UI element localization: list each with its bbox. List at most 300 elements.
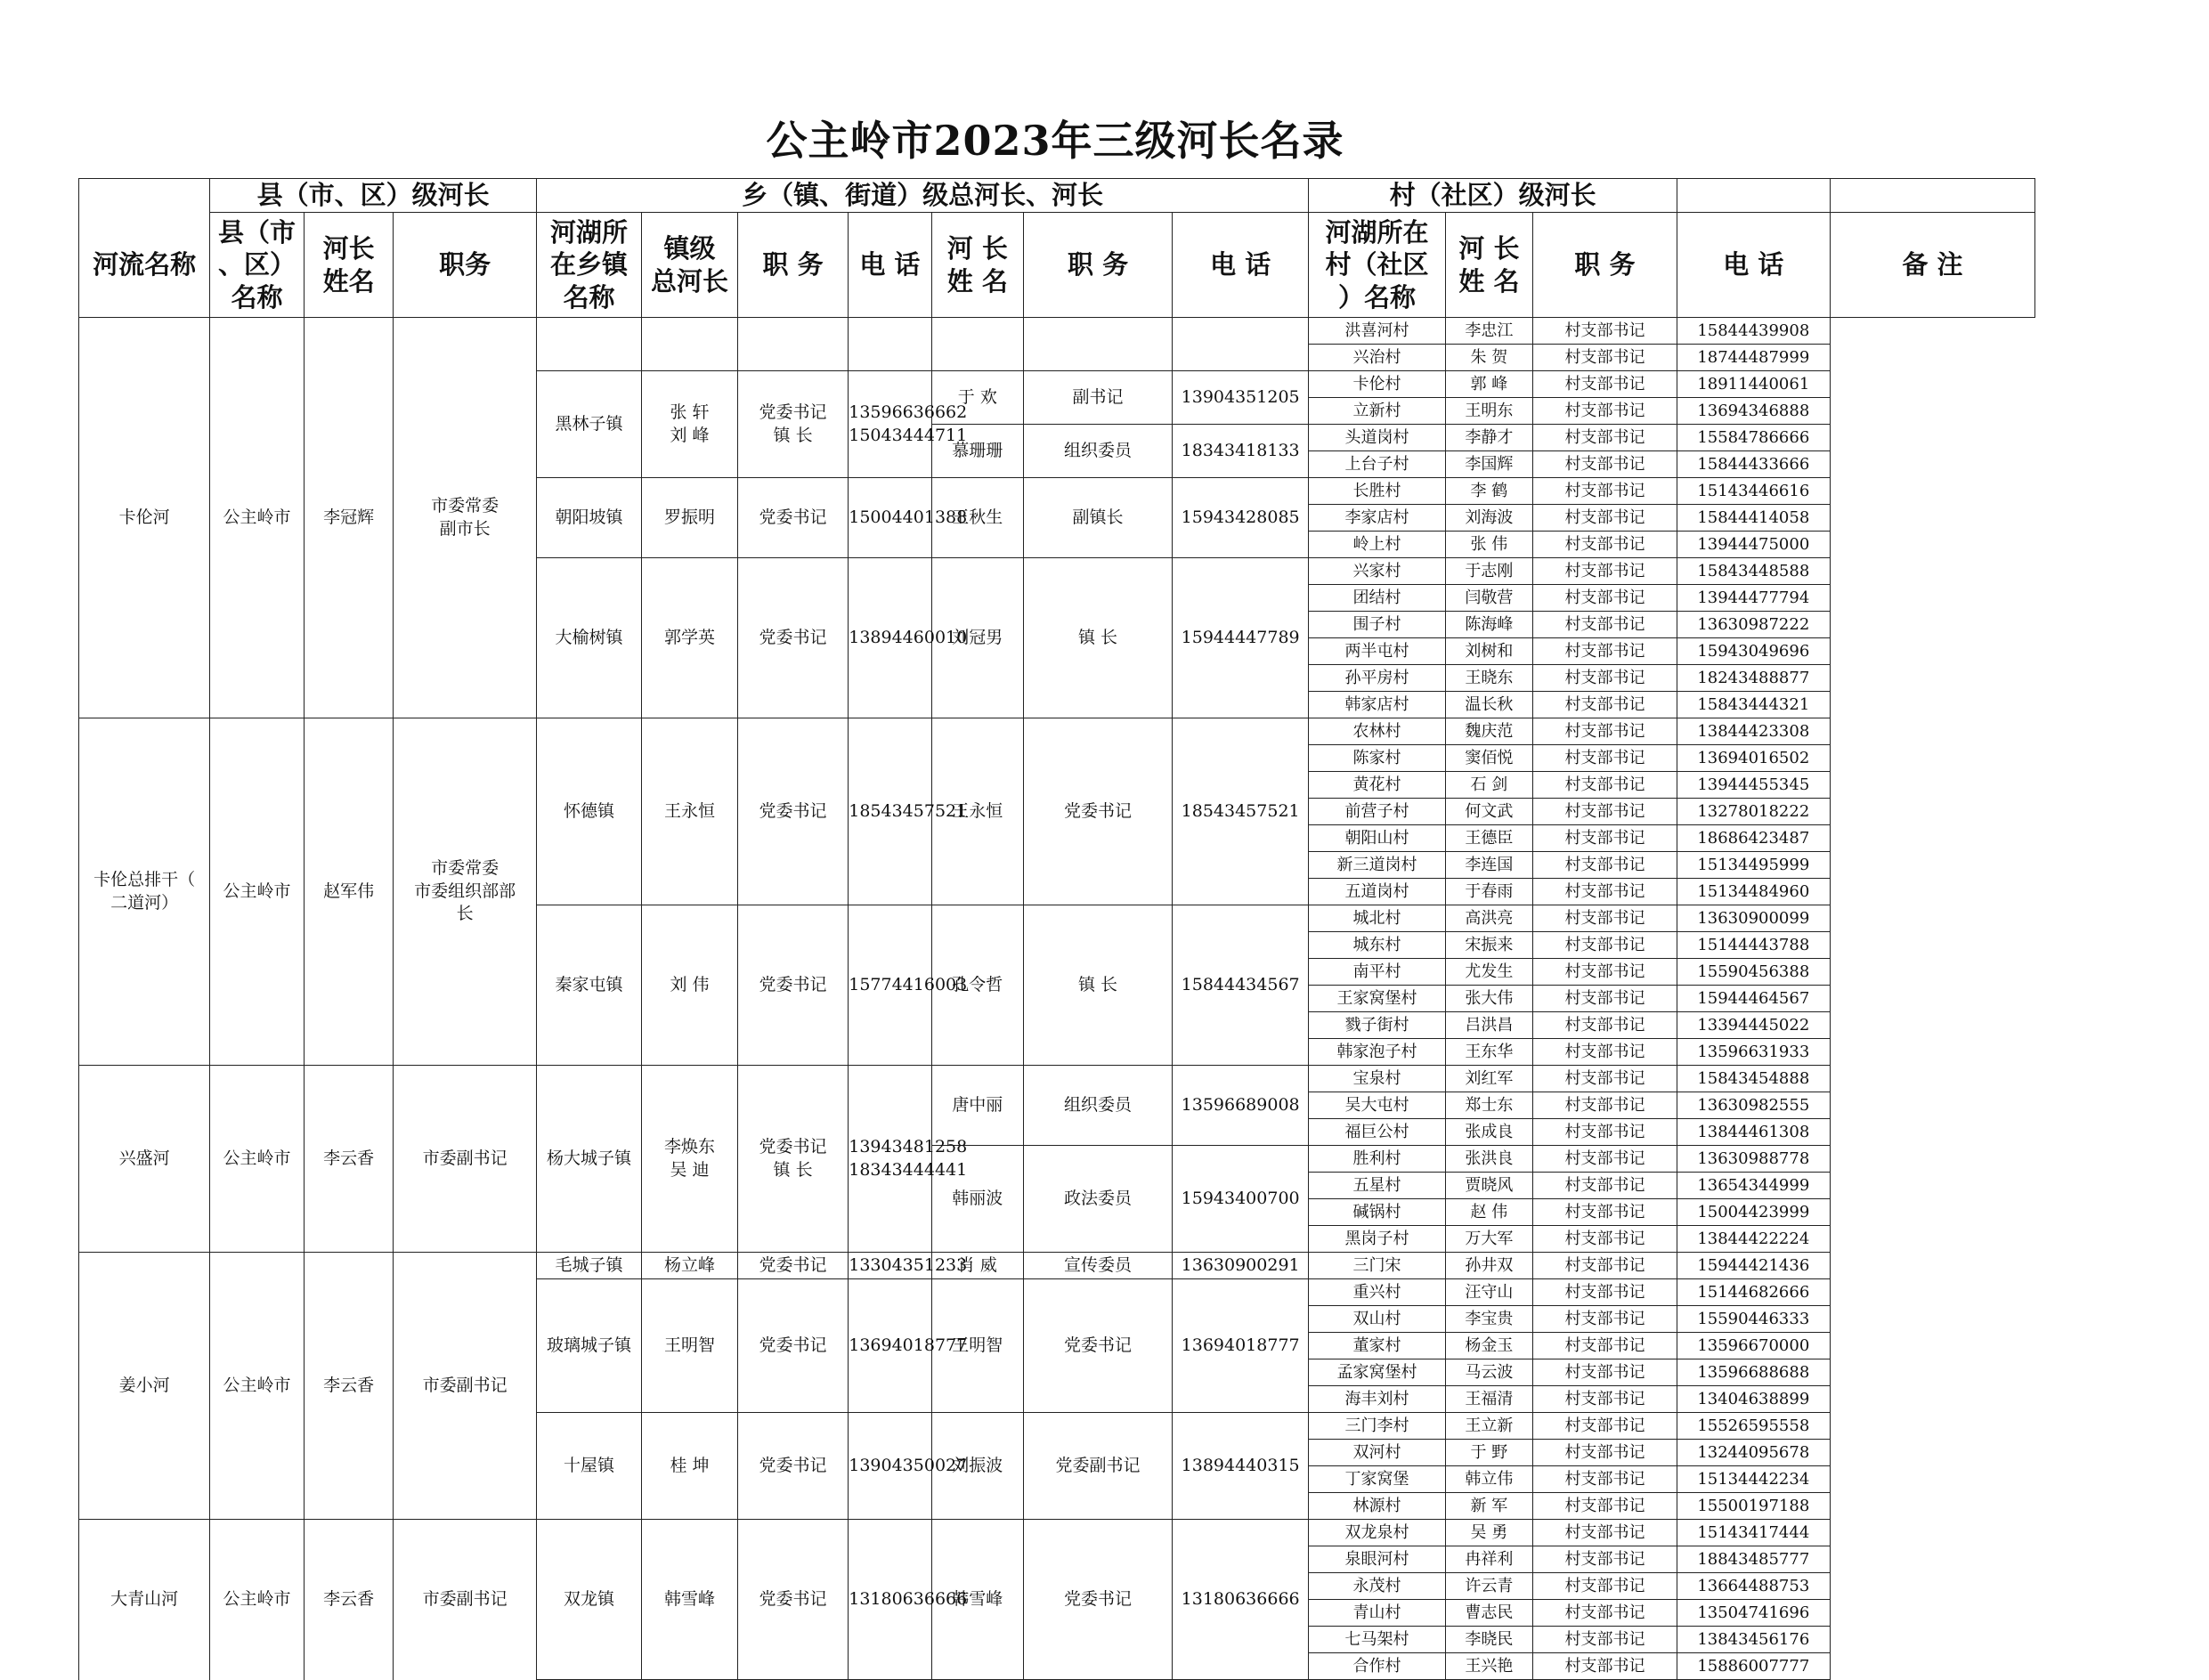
village-phone-cell: 13596631933 bbox=[1677, 1039, 1830, 1066]
village-phone-cell: 13630982555 bbox=[1677, 1092, 1830, 1119]
village-phone-cell: 13630900099 bbox=[1677, 905, 1830, 932]
village-phone-cell: 15944464567 bbox=[1677, 986, 1830, 1012]
village-chief-cell: 张 伟 bbox=[1445, 532, 1532, 558]
village-chief-cell: 郭 峰 bbox=[1445, 371, 1532, 398]
village-name-cell: 丁家窝堡 bbox=[1309, 1466, 1445, 1493]
village-chief-cell: 李宝贵 bbox=[1445, 1306, 1532, 1333]
village-phone-cell: 13844423308 bbox=[1677, 718, 1830, 745]
village-name-cell: 洪喜河村 bbox=[1309, 318, 1445, 345]
village-post-cell: 村支部书记 bbox=[1533, 398, 1677, 425]
note-cell bbox=[1830, 1546, 2034, 1573]
town-name-cell: 毛城子镇 bbox=[537, 1253, 642, 1279]
village-phone-cell: 15526595558 bbox=[1677, 1413, 1830, 1440]
town-general-chief-cell: 罗振明 bbox=[642, 478, 738, 558]
note-cell bbox=[1830, 1493, 2034, 1520]
village-phone-cell: 13664488753 bbox=[1677, 1573, 1830, 1600]
village-phone-cell: 15500197188 bbox=[1677, 1493, 1830, 1520]
village-name-cell: 双龙泉村 bbox=[1309, 1520, 1445, 1546]
village-name-cell: 韩家店村 bbox=[1309, 692, 1445, 718]
town-general-phone-cell bbox=[849, 318, 931, 371]
village-name-cell: 永茂村 bbox=[1309, 1573, 1445, 1600]
village-name-cell: 兴家村 bbox=[1309, 558, 1445, 585]
village-name-cell: 南平村 bbox=[1309, 959, 1445, 986]
village-chief-cell: 郑士东 bbox=[1445, 1092, 1532, 1119]
town-general-post-cell bbox=[737, 318, 848, 371]
village-post-cell: 村支部书记 bbox=[1533, 451, 1677, 478]
village-phone-cell: 15943049696 bbox=[1677, 638, 1830, 665]
village-name-cell: 城北村 bbox=[1309, 905, 1445, 932]
county-name-cell: 公主岭市 bbox=[210, 318, 305, 718]
village-post-cell: 村支部书记 bbox=[1533, 692, 1677, 718]
village-name-cell: 林源村 bbox=[1309, 1493, 1445, 1520]
village-phone-cell: 13278018222 bbox=[1677, 799, 1830, 825]
village-phone-cell: 13630988778 bbox=[1677, 1146, 1830, 1173]
town-general-chief-cell: 郭学英 bbox=[642, 558, 738, 718]
village-name-cell: 合作村 bbox=[1309, 1653, 1445, 1680]
town-name-cell: 玻璃城子镇 bbox=[537, 1279, 642, 1413]
village-phone-cell: 13504741696 bbox=[1677, 1600, 1830, 1627]
note-cell bbox=[1830, 398, 2034, 425]
note-cell bbox=[1830, 745, 2034, 772]
village-chief-cell: 李国辉 bbox=[1445, 451, 1532, 478]
village-chief-cell: 石 剑 bbox=[1445, 772, 1532, 799]
village-name-cell: 董家村 bbox=[1309, 1333, 1445, 1359]
town-general-phone-cell: 13904350027 bbox=[849, 1413, 931, 1520]
village-name-cell: 福巨公村 bbox=[1309, 1119, 1445, 1146]
town-general-post-cell: 党委书记 bbox=[737, 558, 848, 718]
village-chief-cell: 贾晓风 bbox=[1445, 1173, 1532, 1199]
col-header-town-phone: 电 话 bbox=[1172, 213, 1308, 318]
note-cell bbox=[1830, 1627, 2034, 1653]
town-chief-phone-cell: 13630900291 bbox=[1172, 1253, 1308, 1279]
note-cell bbox=[1830, 1600, 2034, 1627]
town-chief-post-cell: 党委书记 bbox=[1024, 1279, 1173, 1413]
note-cell bbox=[1830, 1573, 2034, 1600]
county-chief-cell: 李云香 bbox=[304, 1066, 394, 1253]
town-chief-post-cell: 组织委员 bbox=[1024, 1066, 1173, 1146]
town-chief-name-cell: 唐中丽 bbox=[931, 1066, 1024, 1146]
town-chief-phone-cell: 13894440315 bbox=[1172, 1413, 1308, 1520]
note-cell bbox=[1830, 986, 2034, 1012]
town-chief-phone-cell: 18343418133 bbox=[1172, 425, 1308, 478]
town-chief-name-cell: 王永恒 bbox=[931, 718, 1024, 905]
village-chief-cell: 陈海峰 bbox=[1445, 612, 1532, 638]
village-post-cell: 村支部书记 bbox=[1533, 532, 1677, 558]
village-name-cell: 戮子街村 bbox=[1309, 1012, 1445, 1039]
note-cell bbox=[1830, 692, 2034, 718]
village-name-cell: 王家窝堡村 bbox=[1309, 986, 1445, 1012]
note-cell bbox=[1830, 1413, 2034, 1440]
village-post-cell: 村支部书记 bbox=[1533, 371, 1677, 398]
village-post-cell: 村支部书记 bbox=[1533, 905, 1677, 932]
village-name-cell: 碱锅村 bbox=[1309, 1199, 1445, 1226]
village-post-cell: 村支部书记 bbox=[1533, 1440, 1677, 1466]
col-header-village-name: 河湖所在 村（社区 ）名称 bbox=[1309, 213, 1445, 318]
village-chief-cell: 李 鹤 bbox=[1445, 478, 1532, 505]
village-chief-cell: 李静才 bbox=[1445, 425, 1532, 451]
table-row bbox=[79, 1066, 2035, 1092]
header-blank-phone bbox=[1677, 179, 1830, 213]
town-name-cell: 杨大城子镇 bbox=[537, 1066, 642, 1253]
note-cell bbox=[1830, 1386, 2034, 1413]
village-chief-cell: 吴 勇 bbox=[1445, 1520, 1532, 1546]
town-chief-name-cell: 孔令哲 bbox=[931, 905, 1024, 1066]
village-post-cell: 村支部书记 bbox=[1533, 1333, 1677, 1359]
village-phone-cell: 13630987222 bbox=[1677, 612, 1830, 638]
village-name-cell: 青山村 bbox=[1309, 1600, 1445, 1627]
river-name-cell: 卡伦总排干（ 二道河） bbox=[79, 718, 210, 1066]
village-post-cell: 村支部书记 bbox=[1533, 799, 1677, 825]
village-post-cell: 村支部书记 bbox=[1533, 318, 1677, 345]
village-phone-cell: 15134495999 bbox=[1677, 852, 1830, 879]
note-cell bbox=[1830, 505, 2034, 532]
note-cell bbox=[1830, 879, 2034, 905]
town-general-phone-cell: 15774416003 bbox=[849, 905, 931, 1066]
town-chief-phone-cell: 18543457521 bbox=[1172, 718, 1308, 905]
village-phone-cell: 13596670000 bbox=[1677, 1333, 1830, 1359]
village-name-cell: 三门李村 bbox=[1309, 1413, 1445, 1440]
village-name-cell: 两半屯村 bbox=[1309, 638, 1445, 665]
village-post-cell: 村支部书记 bbox=[1533, 932, 1677, 959]
note-cell bbox=[1830, 585, 2034, 612]
village-post-cell: 村支部书记 bbox=[1533, 1199, 1677, 1226]
town-general-chief-cell: 桂 坤 bbox=[642, 1413, 738, 1520]
town-general-phone-cell: 13180636666 bbox=[849, 1520, 931, 1680]
col-header-town-chief: 河 长 姓 名 bbox=[931, 213, 1024, 318]
village-chief-cell: 王晓东 bbox=[1445, 665, 1532, 692]
group-header-village: 村（社区）级河长 bbox=[1309, 179, 1677, 213]
village-name-cell: 双河村 bbox=[1309, 1440, 1445, 1466]
village-post-cell: 村支部书记 bbox=[1533, 1012, 1677, 1039]
town-general-chief-cell bbox=[642, 318, 738, 371]
village-name-cell: 吴大屯村 bbox=[1309, 1092, 1445, 1119]
village-phone-cell: 15134442234 bbox=[1677, 1466, 1830, 1493]
village-phone-cell: 13404638899 bbox=[1677, 1386, 1830, 1413]
town-chief-post-cell: 党委副书记 bbox=[1024, 1413, 1173, 1520]
village-chief-cell: 孙井双 bbox=[1445, 1253, 1532, 1279]
note-cell bbox=[1830, 1253, 2034, 1279]
village-name-cell: 七马架村 bbox=[1309, 1627, 1445, 1653]
village-name-cell: 团结村 bbox=[1309, 585, 1445, 612]
village-post-cell: 村支部书记 bbox=[1533, 1386, 1677, 1413]
town-name-cell: 双龙镇 bbox=[537, 1520, 642, 1680]
village-chief-cell: 许云青 bbox=[1445, 1573, 1532, 1600]
village-chief-cell: 曹志民 bbox=[1445, 1600, 1532, 1627]
village-chief-cell: 赵 伟 bbox=[1445, 1199, 1532, 1226]
town-general-phone-cell: 13694018777 bbox=[849, 1279, 931, 1413]
village-chief-cell: 新 军 bbox=[1445, 1493, 1532, 1520]
village-phone-cell: 18243488877 bbox=[1677, 665, 1830, 692]
village-name-cell: 胜利村 bbox=[1309, 1146, 1445, 1173]
town-chief-post-cell: 副镇长 bbox=[1024, 478, 1173, 558]
village-chief-cell: 王东华 bbox=[1445, 1039, 1532, 1066]
town-general-chief-cell: 王永恒 bbox=[642, 718, 738, 905]
village-name-cell: 孟家窝堡村 bbox=[1309, 1359, 1445, 1386]
village-post-cell: 村支部书记 bbox=[1533, 585, 1677, 612]
village-post-cell: 村支部书记 bbox=[1533, 1600, 1677, 1627]
town-chief-phone-cell: 13694018777 bbox=[1172, 1279, 1308, 1413]
town-chief-post-cell: 组织委员 bbox=[1024, 425, 1173, 478]
village-post-cell: 村支部书记 bbox=[1533, 638, 1677, 665]
town-name-cell: 黑林子镇 bbox=[537, 371, 642, 478]
village-chief-cell: 万大军 bbox=[1445, 1226, 1532, 1253]
town-chief-name-cell: 慕珊珊 bbox=[931, 425, 1024, 478]
county-name-cell: 公主岭市 bbox=[210, 1066, 305, 1253]
note-cell bbox=[1830, 478, 2034, 505]
village-name-cell: 头道岗村 bbox=[1309, 425, 1445, 451]
village-phone-cell: 15886007777 bbox=[1677, 1653, 1830, 1680]
village-phone-cell: 13844461308 bbox=[1677, 1119, 1830, 1146]
village-phone-cell: 15590456388 bbox=[1677, 959, 1830, 986]
village-phone-cell: 18911440061 bbox=[1677, 371, 1830, 398]
county-chief-cell: 李冠辉 bbox=[304, 318, 394, 718]
town-chief-post-cell: 镇 长 bbox=[1024, 558, 1173, 718]
town-name-cell: 朝阳坡镇 bbox=[537, 478, 642, 558]
village-phone-cell: 13694346888 bbox=[1677, 398, 1830, 425]
town-chief-post-cell: 宣传委员 bbox=[1024, 1253, 1173, 1279]
village-chief-cell: 汪守山 bbox=[1445, 1279, 1532, 1306]
village-phone-cell: 13244095678 bbox=[1677, 1440, 1830, 1466]
note-cell bbox=[1830, 959, 2034, 986]
note-cell bbox=[1830, 451, 2034, 478]
village-phone-cell: 15843454888 bbox=[1677, 1066, 1830, 1092]
village-chief-cell: 吕洪昌 bbox=[1445, 1012, 1532, 1039]
col-header-county-chief: 河长 姓名 bbox=[304, 213, 394, 318]
town-general-chief-cell: 韩雪峰 bbox=[642, 1520, 738, 1680]
town-chief-phone-cell: 13904351205 bbox=[1172, 371, 1308, 425]
village-post-cell: 村支部书记 bbox=[1533, 879, 1677, 905]
town-chief-phone-cell: 15944447789 bbox=[1172, 558, 1308, 718]
village-phone-cell: 15843444321 bbox=[1677, 692, 1830, 718]
county-post-cell: 市委副书记 bbox=[394, 1520, 537, 1680]
town-general-chief-cell: 王明智 bbox=[642, 1279, 738, 1413]
note-cell bbox=[1830, 1279, 2034, 1306]
county-name-cell: 公主岭市 bbox=[210, 718, 305, 1066]
note-cell bbox=[1830, 532, 2034, 558]
village-name-cell: 上台子村 bbox=[1309, 451, 1445, 478]
town-general-post-cell: 党委书记 bbox=[737, 478, 848, 558]
river-name-cell: 兴盛河 bbox=[79, 1066, 210, 1253]
col-header-note: 备 注 bbox=[1830, 213, 2034, 318]
village-chief-cell: 李晓民 bbox=[1445, 1627, 1532, 1653]
note-cell bbox=[1830, 718, 2034, 745]
village-chief-cell: 闫敬营 bbox=[1445, 585, 1532, 612]
village-name-cell: 前营子村 bbox=[1309, 799, 1445, 825]
note-cell bbox=[1830, 772, 2034, 799]
note-cell bbox=[1830, 1226, 2034, 1253]
village-post-cell: 村支部书记 bbox=[1533, 852, 1677, 879]
village-chief-cell: 刘红军 bbox=[1445, 1066, 1532, 1092]
col-header-county-post: 职务 bbox=[394, 213, 537, 318]
town-chief-name-cell: 刘冠男 bbox=[931, 558, 1024, 718]
town-chief-phone-cell: 15943400700 bbox=[1172, 1146, 1308, 1253]
village-phone-cell: 18686423487 bbox=[1677, 825, 1830, 852]
town-general-phone-cell: 13304351233 bbox=[849, 1253, 931, 1279]
village-post-cell: 村支部书记 bbox=[1533, 665, 1677, 692]
note-cell bbox=[1830, 318, 2034, 345]
village-phone-cell: 13394445022 bbox=[1677, 1012, 1830, 1039]
col-header-county-name: 县（市 、区） 名称 bbox=[210, 213, 305, 318]
town-chief-phone-cell: 15943428085 bbox=[1172, 478, 1308, 558]
town-name-cell bbox=[537, 318, 642, 371]
town-general-chief-cell: 杨立峰 bbox=[642, 1253, 738, 1279]
town-general-post-cell: 党委书记 镇 长 bbox=[737, 1066, 848, 1253]
note-cell bbox=[1830, 1306, 2034, 1333]
village-chief-cell: 刘树和 bbox=[1445, 638, 1532, 665]
village-post-cell: 村支部书记 bbox=[1533, 1520, 1677, 1546]
town-general-post-cell: 党委书记 bbox=[737, 1253, 848, 1279]
village-name-cell: 海丰刘村 bbox=[1309, 1386, 1445, 1413]
village-post-cell: 村支部书记 bbox=[1533, 959, 1677, 986]
town-general-post-cell: 党委书记 bbox=[737, 905, 848, 1066]
town-general-chief-cell: 刘 伟 bbox=[642, 905, 738, 1066]
col-header-town-general-phone: 电 话 bbox=[849, 213, 931, 318]
town-general-post-cell: 党委书记 bbox=[737, 1279, 848, 1413]
village-chief-cell: 张成良 bbox=[1445, 1119, 1532, 1146]
village-phone-cell: 18744487999 bbox=[1677, 345, 1830, 371]
note-cell bbox=[1830, 932, 2034, 959]
note-cell bbox=[1830, 1146, 2034, 1173]
header-blank-note bbox=[1830, 179, 2034, 213]
village-chief-cell: 王兴艳 bbox=[1445, 1653, 1532, 1680]
river-name-cell: 卡伦河 bbox=[79, 318, 210, 718]
county-post-cell: 市委副书记 bbox=[394, 1066, 537, 1253]
village-post-cell: 村支部书记 bbox=[1533, 986, 1677, 1012]
village-post-cell: 村支部书记 bbox=[1533, 1546, 1677, 1573]
note-cell bbox=[1830, 1092, 2034, 1119]
village-post-cell: 村支部书记 bbox=[1533, 1146, 1677, 1173]
village-chief-cell: 张洪良 bbox=[1445, 1146, 1532, 1173]
note-cell bbox=[1830, 825, 2034, 852]
note-cell bbox=[1830, 1039, 2034, 1066]
village-post-cell: 村支部书记 bbox=[1533, 505, 1677, 532]
col-header-village-phone: 电 话 bbox=[1677, 213, 1830, 318]
note-cell bbox=[1830, 1199, 2034, 1226]
village-phone-cell: 13843456176 bbox=[1677, 1627, 1830, 1653]
note-cell bbox=[1830, 1653, 2034, 1680]
town-general-post-cell: 党委书记 bbox=[737, 1413, 848, 1520]
note-cell bbox=[1830, 1173, 2034, 1199]
town-chief-name-cell: 韩丽波 bbox=[931, 1146, 1024, 1253]
town-chief-phone-cell: 13596689008 bbox=[1172, 1066, 1308, 1146]
village-chief-cell: 尤发生 bbox=[1445, 959, 1532, 986]
col-header-town-name: 河湖所 在乡镇 名称 bbox=[537, 213, 642, 318]
village-post-cell: 村支部书记 bbox=[1533, 1279, 1677, 1306]
village-phone-cell: 15843448588 bbox=[1677, 558, 1830, 585]
river-chief-table bbox=[78, 178, 2035, 1680]
village-phone-cell: 13844422224 bbox=[1677, 1226, 1830, 1253]
table-row bbox=[79, 1520, 2035, 1546]
col-header-village-chief: 河 长 姓 名 bbox=[1445, 213, 1532, 318]
note-cell bbox=[1830, 1119, 2034, 1146]
village-post-cell: 村支部书记 bbox=[1533, 478, 1677, 505]
village-phone-cell: 18843485777 bbox=[1677, 1546, 1830, 1573]
col-header-village-post: 职 务 bbox=[1533, 213, 1677, 318]
village-chief-cell: 杨金玉 bbox=[1445, 1333, 1532, 1359]
town-general-post-cell: 党委书记 镇 长 bbox=[737, 371, 848, 478]
town-chief-post-cell: 镇 长 bbox=[1024, 905, 1173, 1066]
village-post-cell: 村支部书记 bbox=[1533, 825, 1677, 852]
village-post-cell: 村支部书记 bbox=[1533, 718, 1677, 745]
village-phone-cell: 15134484960 bbox=[1677, 879, 1830, 905]
town-chief-post-cell: 政法委员 bbox=[1024, 1146, 1173, 1253]
village-chief-cell: 韩立伟 bbox=[1445, 1466, 1532, 1493]
town-name-cell: 秦家屯镇 bbox=[537, 905, 642, 1066]
village-post-cell: 村支部书记 bbox=[1533, 772, 1677, 799]
village-chief-cell: 李连国 bbox=[1445, 852, 1532, 879]
note-cell bbox=[1830, 558, 2034, 585]
note-cell bbox=[1830, 665, 2034, 692]
town-chief-name-cell: 刘振波 bbox=[931, 1413, 1024, 1520]
village-phone-cell: 15844433666 bbox=[1677, 451, 1830, 478]
note-cell bbox=[1830, 371, 2034, 398]
village-post-cell: 村支部书记 bbox=[1533, 558, 1677, 585]
village-post-cell: 村支部书记 bbox=[1533, 1039, 1677, 1066]
town-chief-name-cell: 于 欢 bbox=[931, 371, 1024, 425]
village-chief-cell: 窦佰悦 bbox=[1445, 745, 1532, 772]
river-name-cell: 大青山河 bbox=[79, 1520, 210, 1680]
town-general-post-cell: 党委书记 bbox=[737, 1520, 848, 1680]
village-name-cell: 陈家村 bbox=[1309, 745, 1445, 772]
village-phone-cell: 15144443788 bbox=[1677, 932, 1830, 959]
village-phone-cell: 13694016502 bbox=[1677, 745, 1830, 772]
page-title: 公主岭市2023年三级河长名录 bbox=[766, 117, 1344, 165]
county-chief-cell: 赵军伟 bbox=[304, 718, 394, 1066]
note-cell bbox=[1830, 638, 2034, 665]
village-post-cell: 村支部书记 bbox=[1533, 1226, 1677, 1253]
town-chief-post-cell: 党委书记 bbox=[1024, 718, 1173, 905]
village-chief-cell: 于 野 bbox=[1445, 1440, 1532, 1466]
town-general-phone-cell: 15004401388 bbox=[849, 478, 931, 558]
village-post-cell: 村支部书记 bbox=[1533, 1627, 1677, 1653]
village-name-cell: 岭上村 bbox=[1309, 532, 1445, 558]
table-row bbox=[79, 1253, 2035, 1279]
village-name-cell: 李家店村 bbox=[1309, 505, 1445, 532]
town-general-phone-cell: 13894460010 bbox=[849, 558, 931, 718]
note-cell bbox=[1830, 852, 2034, 879]
village-post-cell: 村支部书记 bbox=[1533, 1306, 1677, 1333]
group-header-county: 县（市、区）级河长 bbox=[210, 179, 537, 213]
village-chief-cell: 张大伟 bbox=[1445, 986, 1532, 1012]
village-name-cell: 三门宋 bbox=[1309, 1253, 1445, 1279]
village-post-cell: 村支部书记 bbox=[1533, 1466, 1677, 1493]
town-chief-post-cell bbox=[1024, 318, 1173, 371]
village-phone-cell: 15144682666 bbox=[1677, 1279, 1830, 1306]
county-name-cell: 公主岭市 bbox=[210, 1253, 305, 1520]
village-name-cell: 兴治村 bbox=[1309, 345, 1445, 371]
village-post-cell: 村支部书记 bbox=[1533, 612, 1677, 638]
town-general-chief-cell: 李焕东 吴 迪 bbox=[642, 1066, 738, 1253]
village-name-cell: 五星村 bbox=[1309, 1173, 1445, 1199]
village-name-cell: 重兴村 bbox=[1309, 1279, 1445, 1306]
note-cell bbox=[1830, 1333, 2034, 1359]
village-post-cell: 村支部书记 bbox=[1533, 1066, 1677, 1092]
town-chief-name-cell: 王秋生 bbox=[931, 478, 1024, 558]
village-chief-cell: 朱 贺 bbox=[1445, 345, 1532, 371]
note-cell bbox=[1830, 425, 2034, 451]
river-chief-table-wrap bbox=[78, 178, 2035, 1676]
note-cell bbox=[1830, 1066, 2034, 1092]
town-chief-phone-cell bbox=[1172, 318, 1308, 371]
town-chief-phone-cell: 15844434567 bbox=[1172, 905, 1308, 1066]
village-chief-cell: 马云波 bbox=[1445, 1359, 1532, 1386]
village-chief-cell: 宋振来 bbox=[1445, 932, 1532, 959]
village-phone-cell: 15143417444 bbox=[1677, 1520, 1830, 1546]
county-post-cell: 市委常委 市委组织部部 长 bbox=[394, 718, 537, 1066]
village-name-cell: 朝阳山村 bbox=[1309, 825, 1445, 852]
village-chief-cell: 冉祥利 bbox=[1445, 1546, 1532, 1573]
village-name-cell: 立新村 bbox=[1309, 398, 1445, 425]
